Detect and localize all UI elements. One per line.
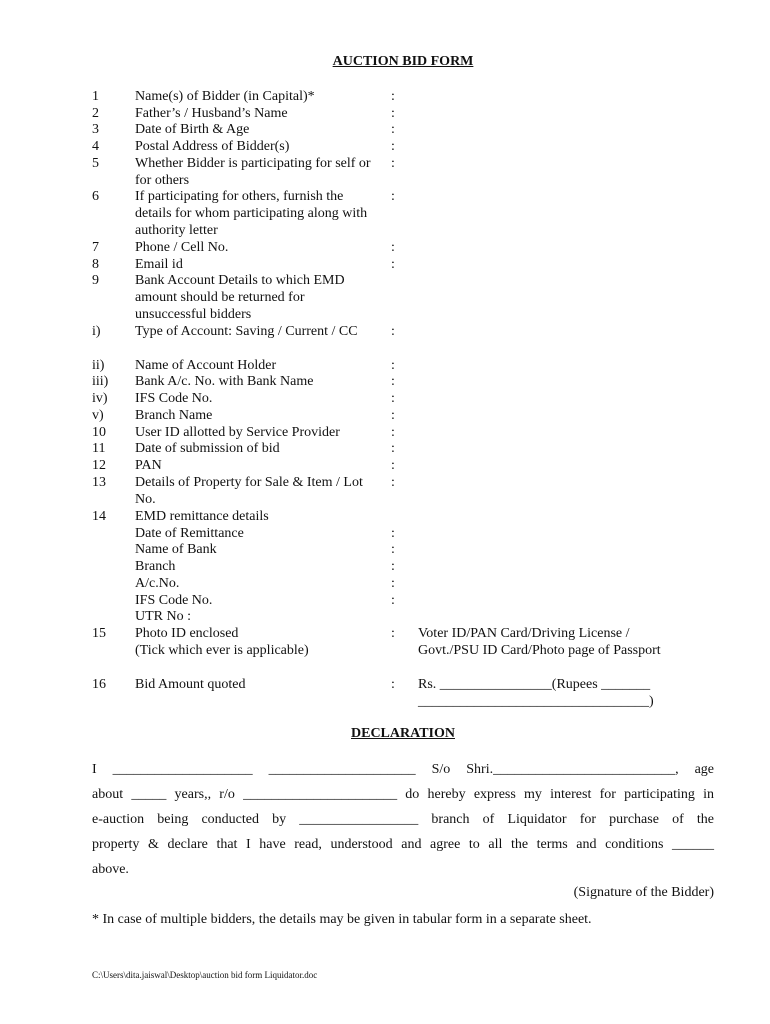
row-label: User ID allotted by Service Provider bbox=[135, 425, 340, 440]
row-colon: : bbox=[391, 475, 395, 490]
row-colon: : bbox=[391, 441, 395, 456]
row-label: If participating for others, furnish the details for whom participating along with authority letter bbox=[135, 189, 368, 238]
row-label: Bank A/c. No. with Bank Name bbox=[135, 374, 314, 389]
row-number: iv) bbox=[92, 391, 108, 406]
row-colon: : bbox=[391, 677, 395, 692]
row-label: Date of Birth & Age bbox=[135, 122, 250, 137]
row-label: Name of Bank bbox=[135, 542, 217, 557]
row-colon: : bbox=[391, 257, 395, 272]
row-label: IFS Code No. bbox=[135, 593, 213, 608]
row-colon: : bbox=[391, 374, 395, 389]
row-colon: : bbox=[391, 156, 395, 171]
row-number: 16 bbox=[92, 677, 106, 692]
row-number: 5 bbox=[92, 156, 99, 171]
row-colon: : bbox=[391, 189, 395, 204]
file-path-footer: C:\Users\dita.jaiswal\Desktop\auction bid form Liquidator.doc bbox=[92, 970, 318, 980]
row-label: Bid Amount quoted bbox=[135, 677, 246, 692]
row-number: 9 bbox=[92, 273, 99, 288]
declaration-line-2: about _____ years,, r/o ______________________ do hereby express my interest for participating in bbox=[92, 787, 714, 802]
row-label: EMD remittance details bbox=[135, 509, 269, 524]
row-label: Bank Account Details to which EMD amount should be returned for unsuccessful bidders bbox=[135, 273, 345, 322]
row-colon: : bbox=[391, 358, 395, 373]
declaration-line-4: property & declare that I have read, understood and agree to all the terms and conditions ______ bbox=[92, 837, 714, 852]
row-number: ii) bbox=[92, 358, 105, 373]
row-value: Voter ID/PAN Card/Driving License / Govt./PSU ID Card/Photo page of Passport bbox=[418, 626, 661, 658]
row-colon: : bbox=[391, 139, 395, 154]
row-colon: : bbox=[391, 425, 395, 440]
row-colon: : bbox=[391, 542, 395, 557]
row-label: Name of Account Holder bbox=[135, 358, 277, 373]
row-label: Email id bbox=[135, 257, 183, 272]
row-number: iii) bbox=[92, 374, 109, 389]
row-number: 7 bbox=[92, 240, 99, 255]
row-label: A/c.No. bbox=[135, 576, 180, 591]
row-number: v) bbox=[92, 408, 104, 423]
row-colon: : bbox=[391, 559, 395, 574]
row-number: 8 bbox=[92, 257, 99, 272]
row-label: Details of Property for Sale & Item / Lot No. bbox=[135, 475, 363, 507]
row-label: Father’s / Husband’s Name bbox=[135, 106, 288, 121]
row-number: 4 bbox=[92, 139, 99, 154]
row-number: 13 bbox=[92, 475, 106, 490]
row-number: 3 bbox=[92, 122, 99, 137]
row-colon: : bbox=[391, 391, 395, 406]
declaration-line-3: e-auction being conducted by _________________ branch of Liquidator for purchase of the bbox=[92, 812, 714, 827]
row-colon: : bbox=[391, 526, 395, 541]
row-label: Whether Bidder is participating for self or for others bbox=[135, 156, 371, 188]
row-number: 6 bbox=[92, 189, 99, 204]
row-number: 14 bbox=[92, 509, 106, 524]
row-colon: : bbox=[391, 576, 395, 591]
row-colon: : bbox=[391, 458, 395, 473]
declaration-line-5: above. bbox=[92, 862, 129, 877]
form-title: AUCTION BID FORM bbox=[332, 54, 474, 69]
signature-caption: (Signature of the Bidder) bbox=[573, 885, 714, 900]
row-label: Date of submission of bid bbox=[135, 441, 280, 456]
row-colon: : bbox=[391, 122, 395, 137]
row-label: Photo ID enclosed (Tick which ever is applicable) bbox=[135, 626, 309, 658]
row-colon: : bbox=[391, 593, 395, 608]
row-label: IFS Code No. bbox=[135, 391, 213, 406]
row-colon: : bbox=[391, 89, 395, 104]
row-label: UTR No : bbox=[135, 609, 191, 624]
row-label: Branch Name bbox=[135, 408, 213, 423]
row-label: PAN bbox=[135, 458, 162, 473]
row-number: i) bbox=[92, 324, 101, 339]
row-colon: : bbox=[391, 106, 395, 121]
row-number: 11 bbox=[92, 441, 106, 456]
row-number: 12 bbox=[92, 458, 106, 473]
multiple-bidders-note: * In case of multiple bidders, the details may be given in tabular form in a separate sheet. bbox=[92, 912, 592, 927]
row-label: Date of Remittance bbox=[135, 526, 244, 541]
row-number: 10 bbox=[92, 425, 106, 440]
declaration-title: DECLARATION bbox=[351, 726, 455, 741]
row-colon: : bbox=[391, 240, 395, 255]
row-colon: : bbox=[391, 324, 395, 339]
row-colon: : bbox=[391, 408, 395, 423]
row-label: Phone / Cell No. bbox=[135, 240, 229, 255]
row-label: Name(s) of Bidder (in Capital)* bbox=[135, 89, 315, 104]
row-value: Rs. ________________(Rupees _______ _________________________________) bbox=[418, 677, 654, 709]
row-colon: : bbox=[391, 626, 395, 641]
row-label: Type of Account: Saving / Current / CC bbox=[135, 324, 358, 339]
row-number: 2 bbox=[92, 106, 99, 121]
row-label: Branch bbox=[135, 559, 176, 574]
row-number: 1 bbox=[92, 89, 99, 104]
row-label: Postal Address of Bidder(s) bbox=[135, 139, 290, 154]
declaration-line-1: I ____________________ _____________________ S/o Shri.__________________________, age bbox=[92, 762, 714, 777]
row-number: 15 bbox=[92, 626, 106, 641]
